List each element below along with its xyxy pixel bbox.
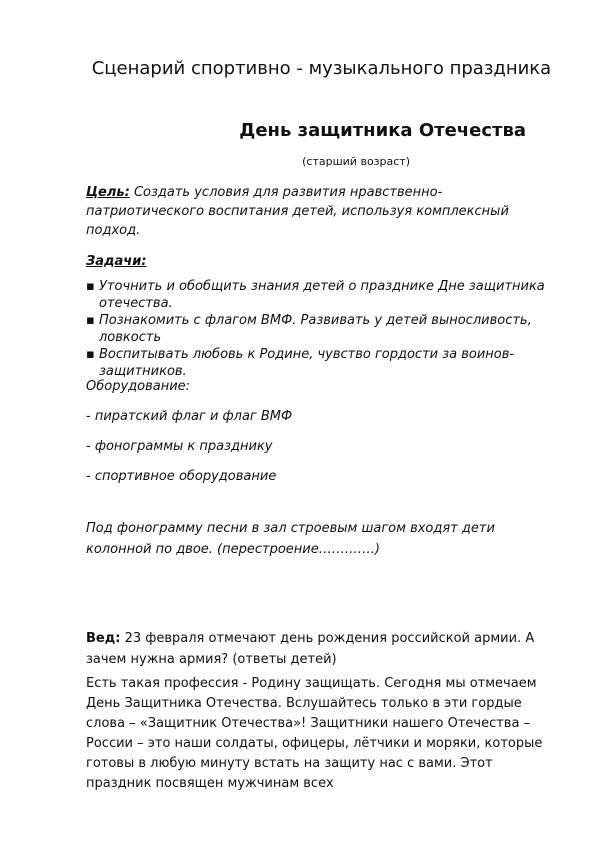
- age-note: (старший возраст): [302, 155, 410, 168]
- lead-text: 23 февраля отмечают день рождения российской армии. А зачем нужна армия? (ответы детей): [86, 631, 535, 667]
- equipment-item: - фонограммы к празднику: [86, 439, 273, 454]
- task-text: Уточнить и обобщить знания детей о празднике Дне защитника отечества.: [99, 279, 545, 311]
- goal-label: Цель:: [86, 185, 130, 200]
- goal-paragraph: [86, 183, 556, 240]
- tasks-list: [86, 278, 556, 380]
- goal-text: Создать условия для развития нравственно-патриотического воспитания детей, используя комплексный подход.: [86, 185, 509, 238]
- lead-label: Вед:: [86, 631, 121, 646]
- document-title: Сценарий спортивно - музыкального праздника: [86, 58, 552, 79]
- entrance-paragraph: Под фонограмму песни в зал строевым шагом входят дети колонной по двое. (перестроение………….): [86, 521, 495, 557]
- lead-paragraph: [86, 628, 556, 670]
- bullet-icon: ▪: [86, 279, 95, 294]
- task-text: Воспитывать любовь к Родине, чувство гордости за воинов-защитников.: [99, 347, 515, 379]
- task-text: Познакомить с флагом ВМФ. Развивать у детей выносливость, ловкость: [99, 313, 532, 345]
- body-paragraph: Есть такая профессия - Родину защищать. Сегодня мы отмечаем День Защитника Отечества. Вслушайтесь только в эти гордые слова – «Защитник Отечества»! Защитники нашего Отечества – России – это наши солдаты, офицеры, лётчики и моряки, которые готовы в любую минуту встать на защиту нас с вами. Этот праздник посвящен мужчинам всех: [86, 676, 543, 791]
- equipment-item: - пиратский флаг и флаг ВМФ: [86, 409, 293, 424]
- equipment-item: - спортивное оборудование: [86, 469, 277, 484]
- bullet-icon: ▪: [86, 347, 95, 362]
- tasks-heading: Задачи:: [86, 254, 147, 269]
- list-item: [86, 346, 556, 380]
- list-item: [86, 312, 556, 346]
- equipment-heading: Оборудование:: [86, 379, 191, 394]
- bullet-icon: ▪: [86, 313, 95, 328]
- document-subtitle: День защитника Отечества: [239, 120, 526, 141]
- list-item: [86, 278, 556, 312]
